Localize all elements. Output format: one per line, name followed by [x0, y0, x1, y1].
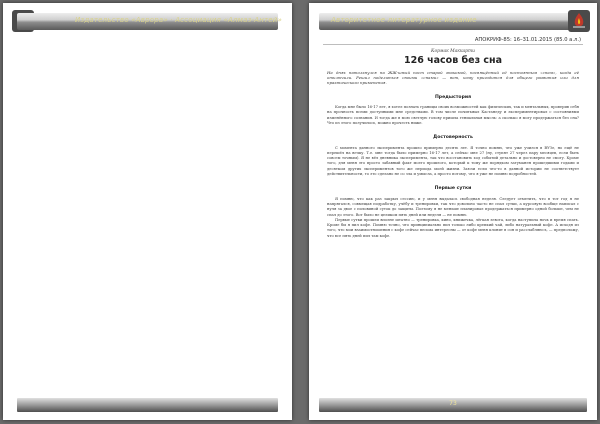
left-page [3, 3, 292, 420]
left-header-band [17, 13, 283, 30]
right-header-band [319, 13, 587, 30]
section-heading: Предыстория [434, 94, 472, 100]
section-paragraph: Когда мне было 16-17 лет, я хотел познать границы своих возможностей как физических, так и ментальных, проверив себя на прочность всеми доступными мне средствами. В том числе почитывал Кастанеду и экспериментировал с состояниями изменённого сознания. И тогда же в мою светлую голову пришла гениальная мысль: а сколько я могу продержаться без сна? Что из этого получилось, можно прочесть ниже. [327, 105, 579, 125]
emblem-icon [568, 10, 590, 32]
right-page [309, 3, 597, 420]
left-header-text: Издательство «Аврора» · Ассоциация «Алмаз-Антей» [75, 16, 283, 24]
section-paragraph: С момента данного эксперимента прошло примерно десять лет. Я точно помню, что уже учился в ВУЗе, но ещё не перешёл на вечку. Т.е. мне тогда было примерно 16-17 лет, а сейчас мне 27 (ну, ступят 27 через пару месяцев, если быть совсем точным). Я не вёл дневника эксперимента, так что восстановить ход событий детально и достоверно не смогу. Кроме того, для меня это просто забавный факт моего прошлого, который к тому же порядком затуманен прошедшими годами и десятком других экспериментов того же периода моей жизни. Заюзи если что-то в данной истории не соответствует действительности, то это сделано не со зла и умысла, а просто потому, что я уже не помню подробностей. [327, 145, 579, 177]
section-paragraph: Я помню, что как раз закрыл сессию, и у меня выдалась свободная неделя. Следует отметить, что в тот год я не напрягался, совмещая подработку, учёбу и тренировки, так что довольно часто не спал сутки, а курсовую вообще написал с нуля за двое с половиной суток до защиты. Поэтому я не меньше планировал продержаться примерно одной больше, чем не спал до этого. Вот было не целиком пять дней или неделя — не помню. [327, 196, 579, 217]
article-title: 126 часов без сна [403, 54, 503, 66]
article-content [323, 37, 583, 392]
section-paragraph: Первые сутки прошли вполне штатно — тренировка, кино, книжечка, лёгкая зевота, когда наступила ночь и время спать. Кроме бы я пил кофе. Помню точно, что принципиально пил только либо крепкий чай, либо натуральный кофе. А исходя из того, что мои взаимоотношения с кофе сейчас весьма интересны — от кофе меня клонит в сон и расслабляюсь, — предположу, что все пять дней пил там кофе. [327, 217, 579, 238]
section-heading: Достоверность [433, 135, 473, 141]
page-number: 73 [449, 400, 457, 407]
left-footer-band [17, 398, 278, 412]
right-header-text: Авторитетное литературное издание [331, 16, 477, 24]
article-author: Кормак Маккарти [431, 49, 475, 55]
section-heading: Первые сутки [434, 186, 472, 192]
right-footer-band [319, 398, 587, 412]
article-lead: На днях натолкнулся на ЖЖ-шный пост старой знакомой, посвящённый её постоянным «снам», когда её отключили. Решил поделиться своими «снами» — вот, кому пригодится для общего развития или для практического применения. [327, 69, 579, 86]
issue-info: АПОКРИФ-85: 16–31.01.2015 (85.0 а.л.) [323, 37, 583, 45]
